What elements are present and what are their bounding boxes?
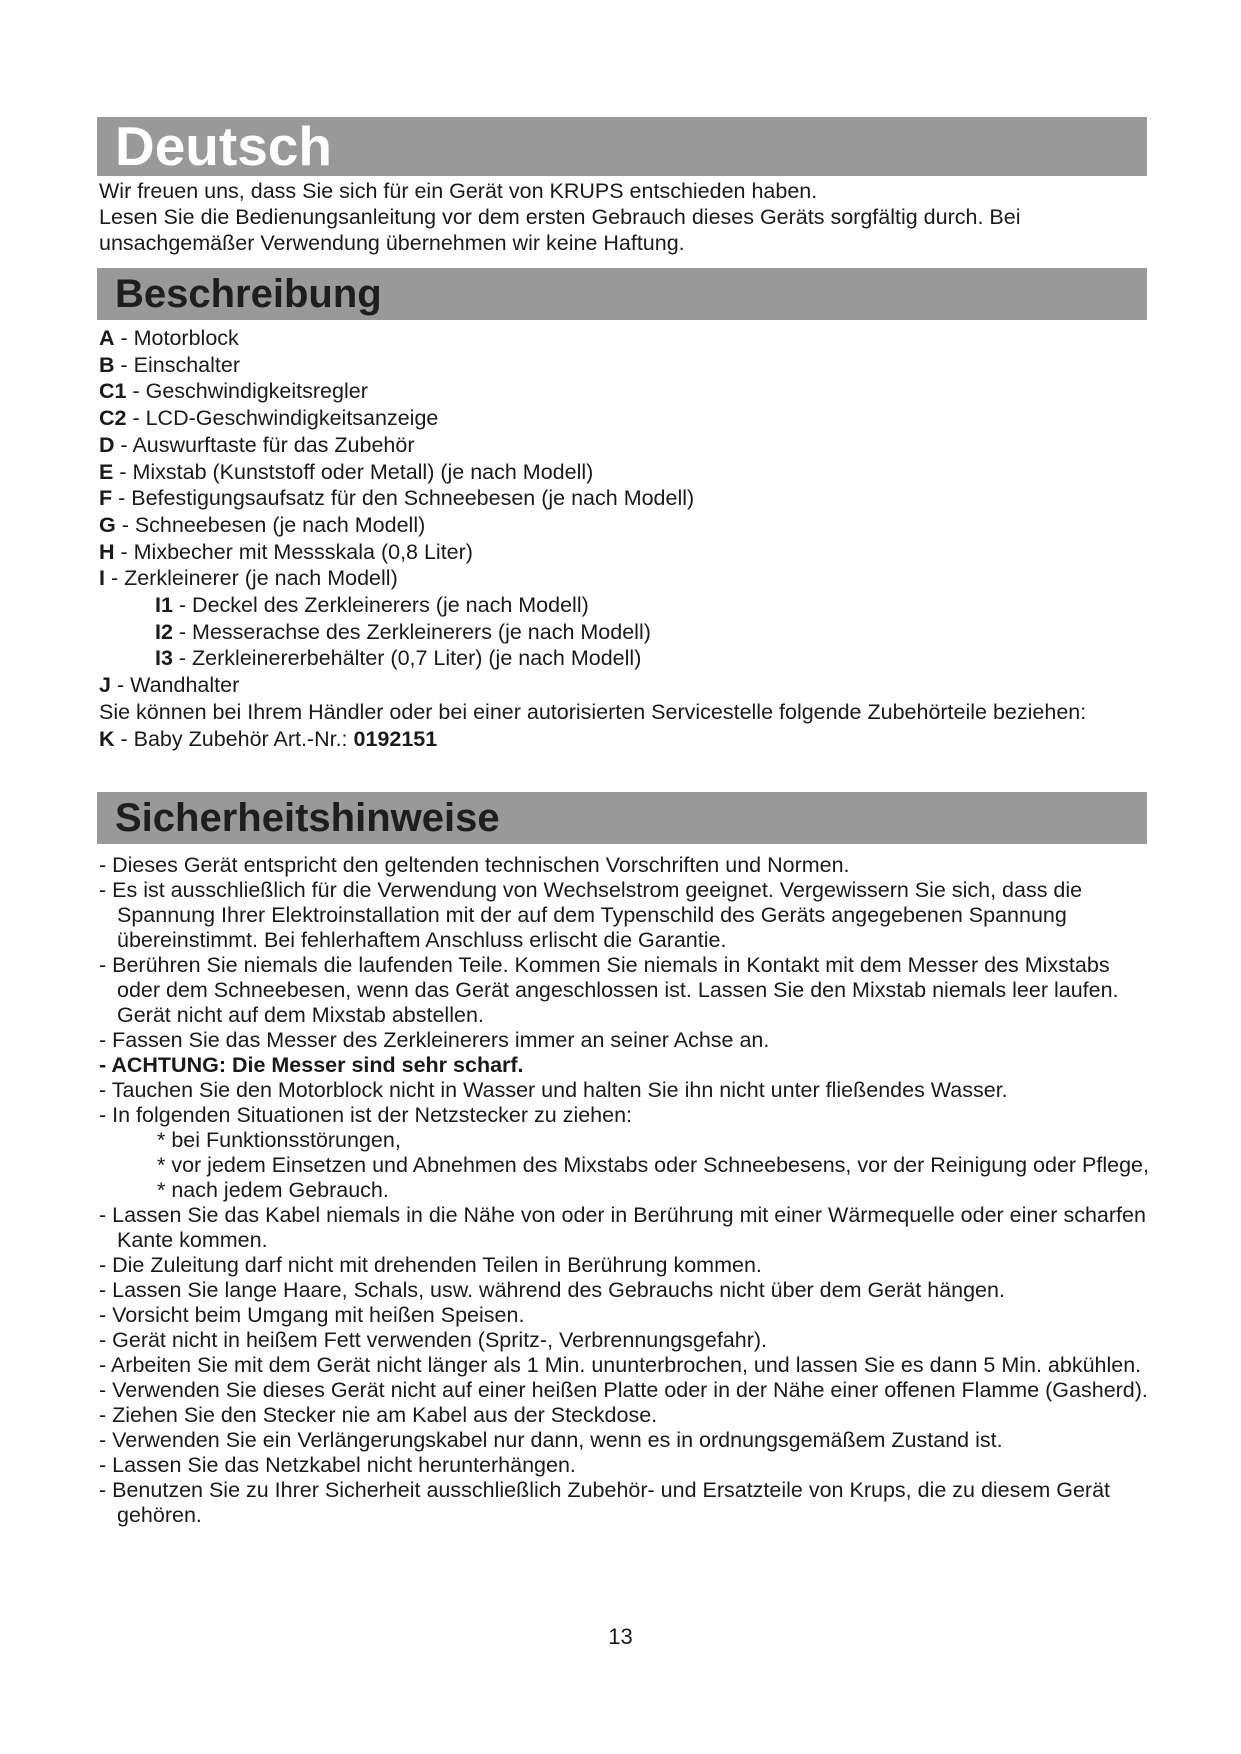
part-code: K	[99, 726, 115, 751]
part-label: - Motorblock	[114, 326, 239, 350]
section-header-sicherheitshinweise: Sicherheitshinweise	[97, 792, 1147, 844]
part-label: - Baby Zubehör Art.-Nr.:	[114, 726, 354, 751]
list-item: - Gerät nicht in heißem Fett verwenden (Spritz-, Verbrennungsgefahr).	[99, 1328, 768, 1352]
list-item	[99, 459, 1149, 486]
list-item	[99, 325, 1149, 352]
list-item	[99, 512, 1149, 539]
parts-list	[99, 325, 1149, 753]
part-label: - Mixstab (Kunststoff oder Metall) (je nach Modell)	[113, 459, 594, 484]
list-item	[99, 485, 1149, 512]
part-code: I3	[155, 646, 173, 671]
sub-list-item: * nach jedem Gebrauch.	[157, 1178, 389, 1202]
list-item: - In folgenden Situationen ist der Netzstecker zu ziehen:	[99, 1103, 633, 1127]
section-header-beschreibung: Beschreibung	[97, 268, 1147, 320]
part-label: - LCD-Geschwindigkeitsanzeige	[126, 406, 439, 431]
list-item	[99, 432, 1149, 459]
list-item: - Ziehen Sie den Stecker nie am Kabel aus der Steckdose.	[99, 1403, 658, 1427]
accessories-note: Sie können bei Ihrem Händler oder bei einer autorisierten Servicestelle folgende Zubehörteile beziehen:	[99, 699, 1087, 724]
page-number: 13	[608, 1624, 633, 1649]
part-code: I1	[155, 593, 173, 618]
part-code: I2	[155, 619, 173, 644]
part-label: - Befestigungsaufsatz für den Schneebesen (je nach Modell)	[112, 486, 695, 511]
list-item: - Lassen Sie lange Haare, Schals, usw. während des Gebrauchs nicht über dem Gerät hängen.	[99, 1278, 1005, 1302]
sub-list-item: * vor jedem Einsetzen und Abnehmen des Mixstabs oder Schneebesens, vor der Reinigung oder Pflege,	[157, 1153, 1149, 1177]
part-label: - Auswurftaste für das Zubehör	[114, 432, 415, 457]
list-item	[99, 378, 1149, 405]
section-header-deutsch: Deutsch	[97, 117, 1147, 176]
part-code: D	[99, 432, 115, 457]
part-label: - Zerkleinerer (je nach Modell)	[104, 566, 398, 591]
part-code: A	[99, 326, 115, 350]
part-code: H	[99, 539, 115, 564]
list-item: - Fassen Sie das Messer des Zerkleinerers immer an seiner Achse an.	[99, 1028, 770, 1052]
part-code: C2	[99, 406, 127, 431]
article-number: 0192151	[353, 726, 438, 751]
accessory-item	[99, 726, 1149, 753]
part-label: - Geschwindigkeitsregler	[126, 379, 368, 404]
sub-list-item: * bei Funktionsstörungen,	[157, 1128, 401, 1152]
list-item	[99, 645, 1149, 672]
list-item: - Verwenden Sie dieses Gerät nicht auf einer heißen Platte oder in der Nähe einer offenen Flamme (Gasherd).	[99, 1378, 1148, 1402]
list-item: - Tauchen Sie den Motorblock nicht in Wasser und halten Sie ihn nicht unter fließendes Wasser.	[99, 1078, 1008, 1102]
part-code: C1	[99, 379, 127, 404]
intro-text	[99, 178, 1149, 256]
list-item	[99, 405, 1149, 432]
safety-list	[99, 853, 1149, 1528]
list-item	[99, 672, 1149, 699]
list-item: - Benutzen Sie zu Ihrer Sicherheit ausschließlich Zubehör- und Ersatzteile von Krups, die zu diesem Gerät gehören.	[99, 1478, 1110, 1527]
part-label: - Zerkleinererbehälter (0,7 Liter) (je nach Modell)	[172, 646, 642, 671]
list-item: - Berühren Sie niemals die laufenden Teile. Kommen Sie niemals in Kontakt mit dem Messer des Mixstabs oder dem Schneebesen, wenn das Gerät angeschlossen ist. Lassen Sie den Mixstab niemals leer laufen. Gerät nicht auf dem Mixstab abstellen.	[99, 953, 1119, 1027]
warning-item: - ACHTUNG: Die Messer sind sehr scharf.	[99, 1053, 524, 1077]
list-item	[99, 352, 1149, 379]
part-label: - Deckel des Zerkleinerers (je nach Modell)	[172, 593, 589, 618]
part-code: B	[99, 352, 115, 377]
part-label: - Messerachse des Zerkleinerers (je nach Modell)	[172, 619, 651, 644]
list-item	[99, 565, 1149, 592]
part-code: J	[99, 673, 111, 698]
list-item	[99, 619, 1149, 646]
intro-paragraph: Wir freuen uns, dass Sie sich für ein Gerät von KRUPS entschieden haben.	[99, 179, 818, 203]
part-code: I	[99, 566, 105, 591]
list-item: - Dieses Gerät entspricht den geltenden technischen Vorschriften und Normen.	[99, 853, 850, 877]
list-item: - Arbeiten Sie mit dem Gerät nicht länger als 1 Min. ununterbrochen, und lassen Sie es dann 5 Min. abkühlen.	[99, 1353, 1142, 1377]
list-item: - Vorsicht beim Umgang mit heißen Speisen.	[99, 1303, 525, 1327]
part-label: - Einschalter	[114, 352, 240, 377]
part-label: - Wandhalter	[110, 673, 240, 698]
list-item: - Lassen Sie das Netzkabel nicht herunterhängen.	[99, 1453, 576, 1477]
intro-paragraph: Lesen Sie die Bedienungsanleitung vor dem ersten Gebrauch dieses Geräts sorgfältig durch. Bei unsachgemäßer Verwendung übernehmen wir keine Haftung.	[99, 205, 1021, 255]
part-label: - Schneebesen (je nach Modell)	[115, 512, 426, 537]
list-item	[99, 592, 1149, 619]
list-item: - Lassen Sie das Kabel niemals in die Nähe von oder in Berührung mit einer Wärmequelle oder einer scharfen Kante kommen.	[99, 1203, 1146, 1252]
part-code: G	[99, 512, 116, 537]
list-item: - Es ist ausschließlich für die Verwendung von Wechselstrom geeignet. Vergewissern Sie sich, dass die Spannung Ihrer Elektroinstallation mit der auf dem Typenschild des Geräts angegebenen Spannung übereinstimmt. Bei fehlerhaftem Anschluss erlischt die Garantie.	[99, 878, 1083, 952]
part-label: - Mixbecher mit Messskala (0,8 Liter)	[114, 539, 473, 564]
list-item: - Verwenden Sie ein Verlängerungskabel nur dann, wenn es in ordnungsgemäßem Zustand ist.	[99, 1428, 1003, 1452]
list-item	[99, 539, 1149, 566]
list-item: - Die Zuleitung darf nicht mit drehenden Teilen in Berührung kommen.	[99, 1253, 762, 1277]
part-code: F	[99, 486, 113, 511]
part-code: E	[99, 459, 114, 484]
